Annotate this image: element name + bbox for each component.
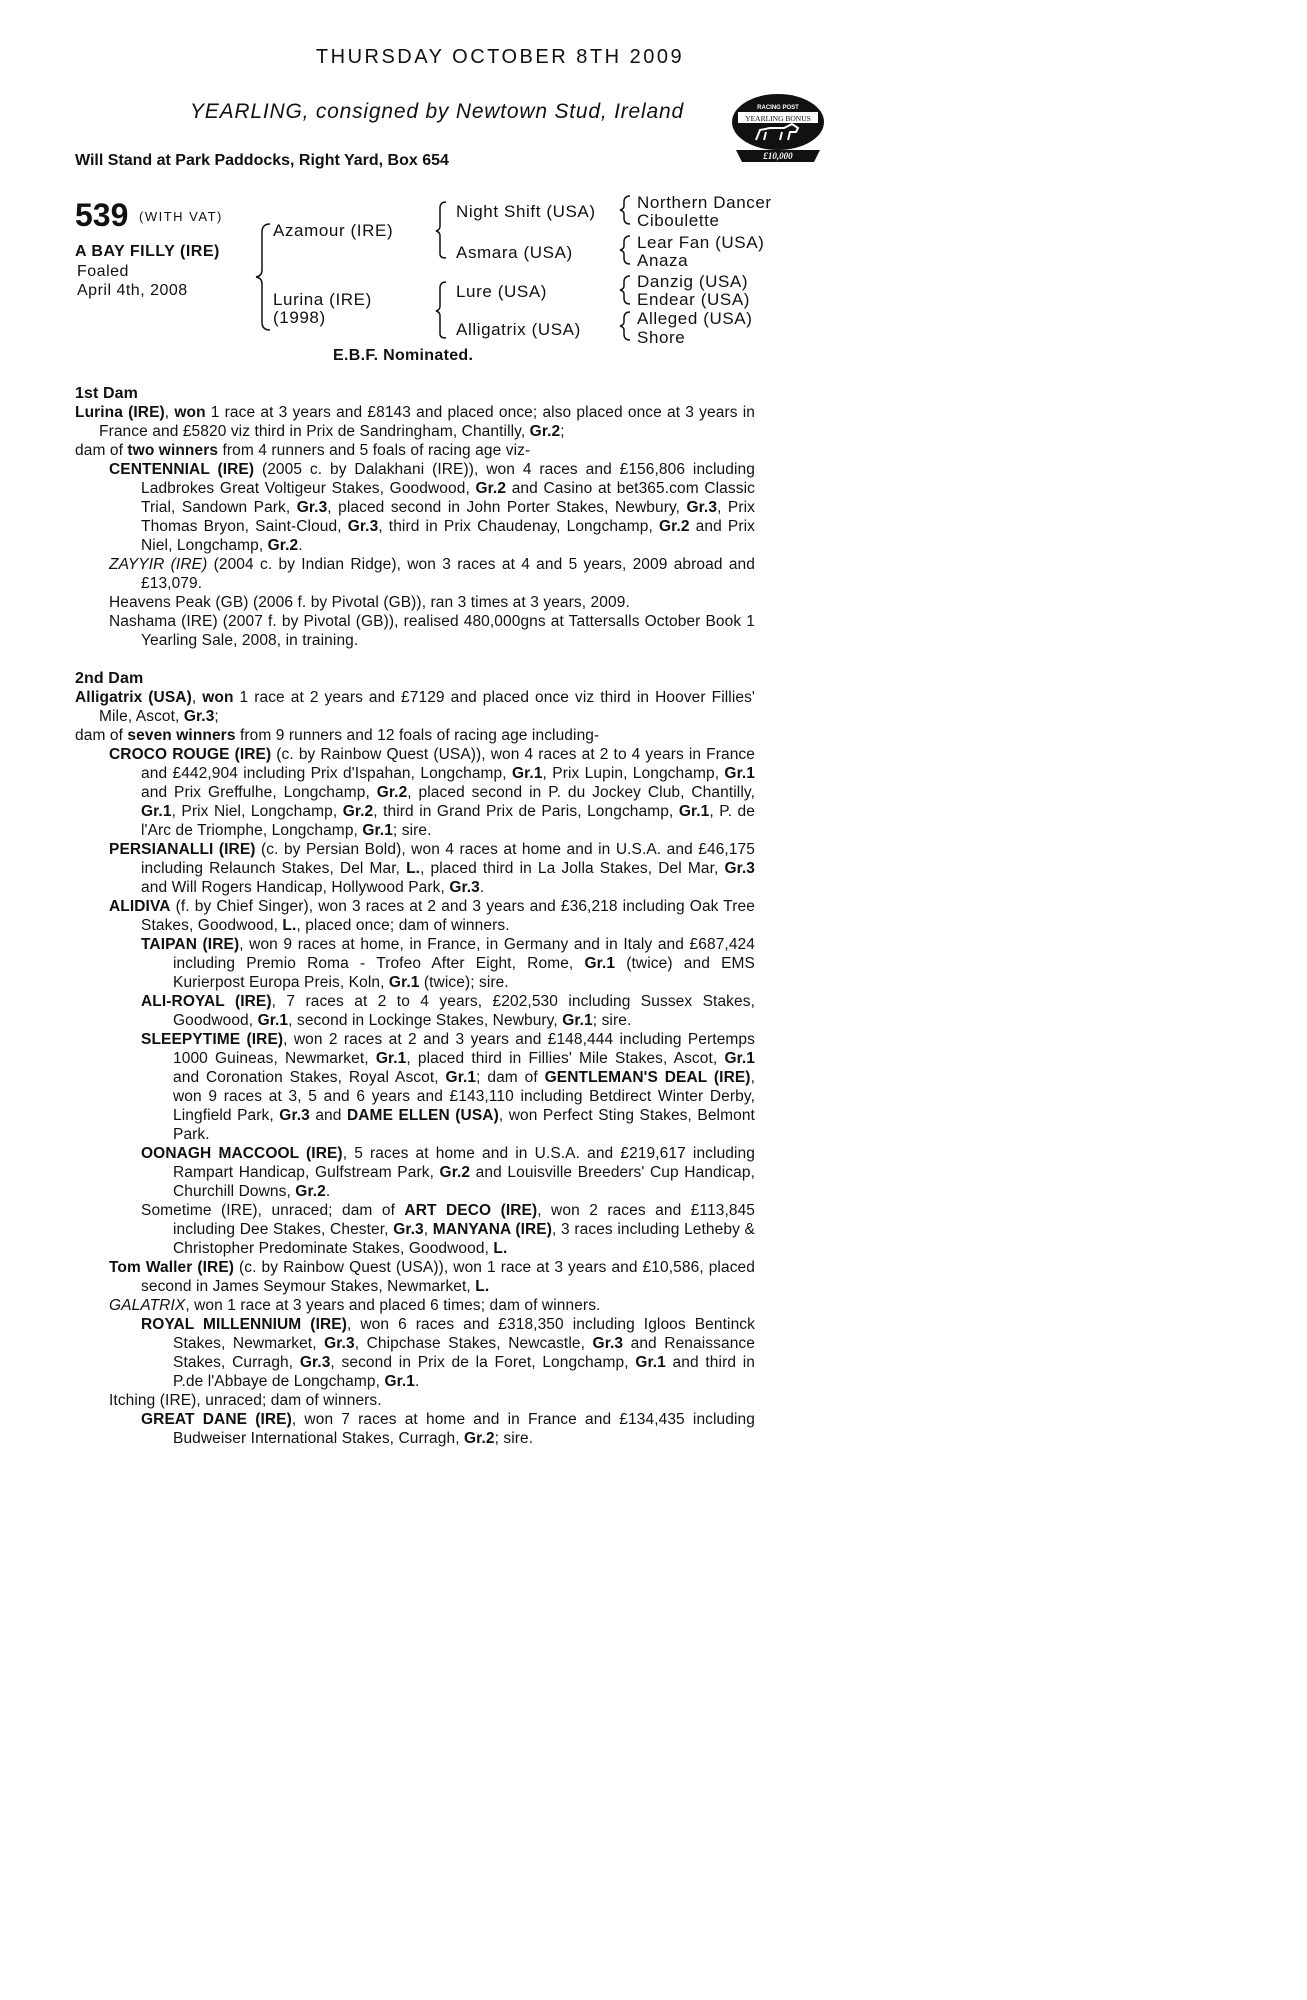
badge-middle-text: YEARLING BONUS xyxy=(745,114,811,123)
pedigree-sire-sire: Night Shift (USA) xyxy=(456,202,596,221)
consignment-line: YEARLING, consigned by Newtown Stud, Ireland xyxy=(190,100,684,123)
foaled-label: Foaled xyxy=(77,263,129,280)
first-dam-foal: Nashama (IRE) (2007 f. by Pivotal (GB)), realised 480,000gns at Tattersalls October Book 1 Yearling Sale, 2008, in training. xyxy=(109,613,755,649)
grand-produce: SLEEPYTIME (IRE), won 2 races at 2 and 3 years and £148,444 including Pertemps 1000 Guineas, Newmarket, Gr.1, placed third in Fillies' Mile Stakes, Ascot, Gr.1 and Coronation Stakes, Royal Ascot, Gr.1; dam of GENTLEMAN'S DEAL (IRE), won 9 races at 3, 5 and 6 years and £143,110 including Betdirect Winter Derby, Lingfield Park, Gr.3 and DAME ELLEN (USA), won Perfect Sting Stakes, Belmont Park. xyxy=(141,1031,756,1143)
stand-location: Will Stand at Park Paddocks, Right Yard, Box 654 xyxy=(75,152,449,169)
first-dam-foal: Heavens Peak (GB) (2006 f. by Pivotal (GB)), ran 3 times at 3 years, 2009. xyxy=(109,594,630,611)
second-dam-produce-summary: dam of seven winners from 9 runners and 12 foals of racing age including- xyxy=(75,727,600,744)
grand-produce: Sometime (IRE), unraced; dam of ART DECO (IRE), won 2 races and £113,845 including Dee Stakes, Chester, Gr.3, MANYANA (IRE), 3 races including Letheby & Christopher Predominate Stakes, Goodwood, L. xyxy=(141,1202,756,1257)
vat-note: (WITH VAT) xyxy=(139,209,223,224)
first-dam-heading: 1st Dam xyxy=(75,385,138,402)
first-dam-foal: ZAYYIR (IRE) (2004 c. by Indian Ridge), won 3 races at 4 and 5 years, 2009 abroad and £13,079. xyxy=(109,556,755,592)
grand-produce: ALI-ROYAL (IRE), 7 races at 2 to 4 years, £202,530 including Sussex Stakes, Goodwood, Gr.1, second in Lockinge Stakes, Newbury, Gr.1; sire. xyxy=(141,993,755,1029)
pedigree-g8: Shore xyxy=(637,328,686,347)
grand-produce: TAIPAN (IRE), won 9 races at home, in France, in Germany and in Italy and £687,424 including Premio Roma - Trofeo After Eight, Rome, Gr.1 (twice) and EMS Kurierpost Europa Preis, Koln, Gr.1 (twice); sire. xyxy=(141,936,755,991)
second-dam-heading: 2nd Dam xyxy=(75,670,144,687)
second-dam-section xyxy=(75,669,755,1448)
pedigree-g1: Northern Dancer xyxy=(637,193,772,212)
second-dam-foal: PERSIANALLI (IRE) (c. by Persian Bold), won 4 races at home and in U.S.A. and £46,175 including Relaunch Stakes, Del Mar, L., placed third in La Jolla Stakes, Del Mar, Gr.3 and Will Rogers Handicap, Hollywood Park, Gr.3. xyxy=(109,841,755,896)
pedigree-g6: Endear (USA) xyxy=(637,290,751,309)
first-dam-record: Lurina (IRE), won 1 race at 3 years and £8143 and placed once; also placed once at 3 years in France and £5820 viz third in Prix de Sandringham, Chantilly, Gr.2; xyxy=(75,404,755,440)
grand-produce: GREAT DANE (IRE), won 7 races at home and in France and £134,435 including Budweiser International Stakes, Curragh, Gr.2; sire. xyxy=(141,1411,755,1447)
pedigree-g4: Anaza xyxy=(637,251,689,270)
pedigree-g7: Alleged (USA) xyxy=(637,309,753,328)
grand-produce: OONAGH MACCOOL (IRE), 5 races at home and in U.S.A. and £219,617 including Rampart Handicap, Gulfstream Park, Gr.2 and Louisville Breeders' Cup Handicap, Churchill Downs, Gr.2. xyxy=(141,1145,755,1200)
grand-produce: ROYAL MILLENNIUM (IRE), won 6 races and £318,350 including Igloos Bentinck Stakes, Newmarket, Gr.3, Chipchase Stakes, Newcastle, Gr.3 and Renaissance Stakes, Curragh, Gr.3, second in Prix de la Foret, Longchamp, Gr.1 and third in P.de l'Abbaye de Longchamp, Gr.1. xyxy=(141,1316,756,1390)
first-dam-section xyxy=(75,384,755,650)
first-dam-foal: CENTENNIAL (IRE) (2005 c. by Dalakhani (IRE)), won 4 races and £156,806 including Ladbrokes Great Voltigeur Stakes, Goodwood, Gr.2 and Casino at bet365.com Classic Trial, Sandown Park, Gr.3, placed second in John Porter Stakes, Newbury, Gr.3, Prix Thomas Bryon, Saint-Cloud, Gr.3, third in Prix Chaudenay, Longchamp, Gr.2 and Prix Niel, Longchamp, Gr.2. xyxy=(109,461,756,554)
lot-number: 539 xyxy=(75,197,129,233)
pedigree-sire-dam: Asmara (USA) xyxy=(456,243,573,262)
pedigree-sire: Azamour (IRE) xyxy=(273,221,394,240)
pedigree-g5: Danzig (USA) xyxy=(637,272,749,291)
second-dam-foal: Itching (IRE), unraced; dam of winners. xyxy=(109,1392,382,1409)
second-dam-foal: GALATRIX, won 1 race at 3 years and placed 6 times; dam of winners. xyxy=(109,1297,601,1314)
pedigree-g3: Lear Fan (USA) xyxy=(637,233,765,252)
pedigree-g2: Ciboulette xyxy=(637,211,720,230)
horse-name: A BAY FILLY (IRE) xyxy=(75,243,220,260)
second-dam-foal: ALIDIVA (f. by Chief Singer), won 3 races at 2 and 3 years and £36,218 including Oak Tree Stakes, Goodwood, L., placed once; dam of winners. xyxy=(109,898,755,934)
second-dam-record: Alligatrix (USA), won 1 race at 2 years and £7129 and placed once viz third in Hoover Fillies' Mile, Ascot, Gr.3; xyxy=(75,689,755,725)
second-dam-foal: Tom Waller (IRE) (c. by Rainbow Quest (USA)), won 1 race at 3 years and £10,586, placed second in James Seymour Stakes, Newmarket, L. xyxy=(109,1259,755,1295)
foaled-date: April 4th, 2008 xyxy=(77,282,188,299)
pedigree-dam-dam: Alligatrix (USA) xyxy=(456,320,581,339)
ebf-nominated: E.B.F. Nominated. xyxy=(333,347,474,364)
badge-top-text: RACING POST xyxy=(757,105,799,111)
first-dam-produce-summary: dam of two winners from 4 runners and 5 foals of racing age viz- xyxy=(75,442,531,459)
pedigree-dam-sire: Lure (USA) xyxy=(456,282,548,301)
badge-bottom-text: £10,000 xyxy=(763,151,793,161)
pedigree-dam: Lurina (IRE) xyxy=(273,290,372,309)
pedigree-dam-year: (1998) xyxy=(273,308,326,327)
second-dam-foal: CROCO ROUGE (IRE) (c. by Rainbow Quest (USA)), won 4 races at 2 to 4 years in France and £442,904 including Prix d'Ispahan, Longchamp, Gr.1, Prix Lupin, Longchamp, Gr.1 and Prix Greffulhe, Longchamp, Gr.2, placed second in P. du Jockey Club, Chantilly, Gr.1, Prix Niel, Longchamp, Gr.2, third in Grand Prix de Paris, Longchamp, Gr.1, P. de l'Arc de Triomphe, Longchamp, Gr.1; sire. xyxy=(109,746,755,839)
sale-date: THURSDAY OCTOBER 8TH 2009 xyxy=(315,46,685,68)
